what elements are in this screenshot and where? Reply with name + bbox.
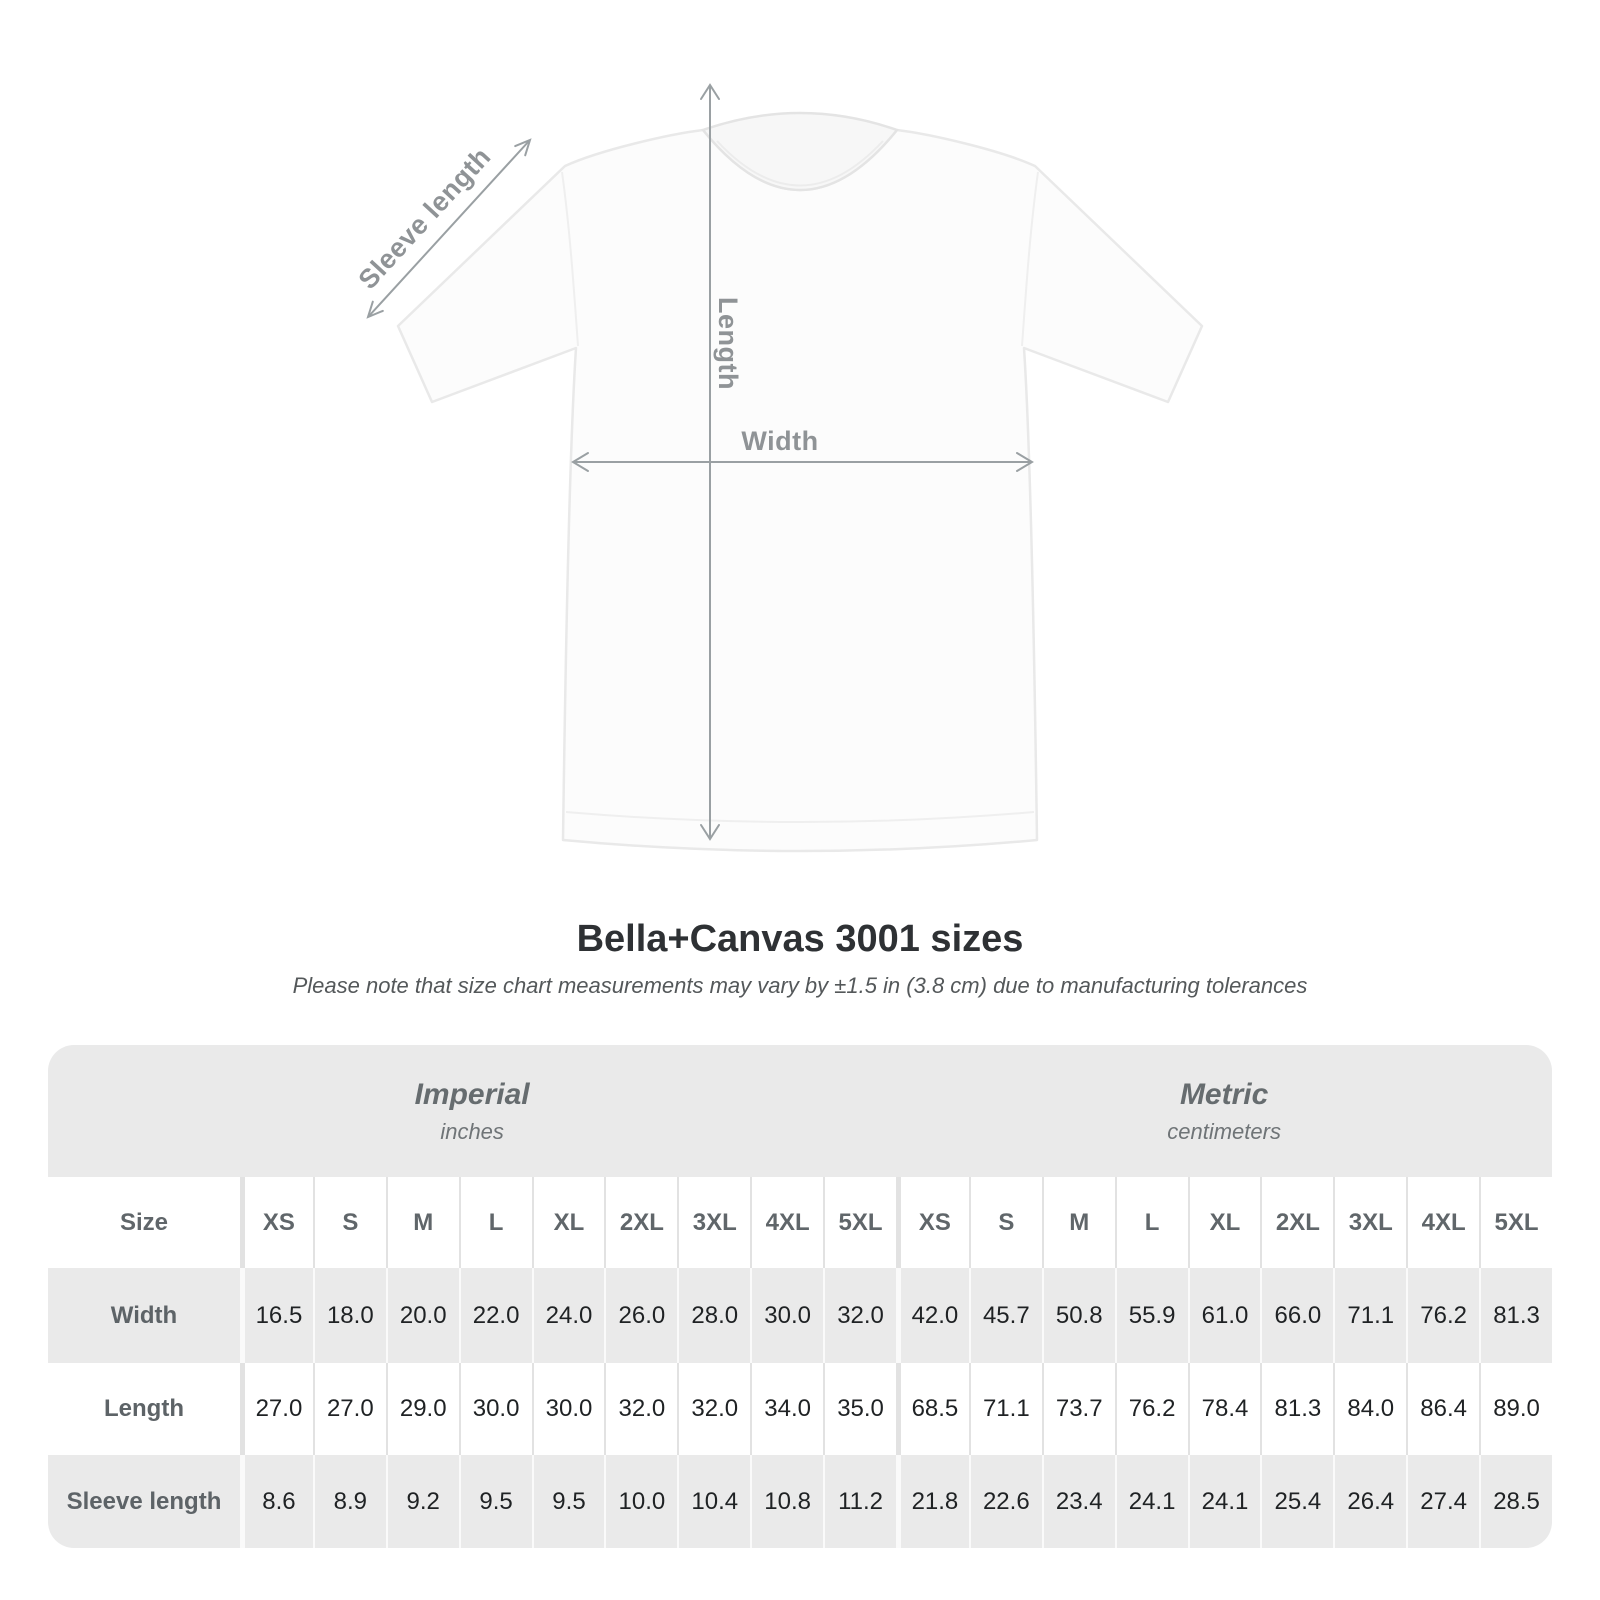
table-cell: 50.8 [1042, 1268, 1115, 1363]
table-cell: 24.1 [1115, 1455, 1188, 1548]
size-col-header: M [1042, 1177, 1115, 1268]
size-col-header: S [313, 1177, 386, 1268]
size-col-header: S [969, 1177, 1042, 1268]
table-cell: 42.0 [896, 1268, 969, 1363]
size-col-header: L [459, 1177, 532, 1268]
metric-label: Metric [1179, 1077, 1269, 1111]
table-cell: 71.1 [1333, 1268, 1406, 1363]
size-table [48, 1045, 1552, 1548]
table-cell: 81.3 [1260, 1363, 1333, 1455]
table-cell: 20.0 [386, 1268, 459, 1363]
row-label: Sleeve length [66, 1487, 222, 1515]
length-row [48, 1363, 1552, 1455]
size-header-row [48, 1177, 1552, 1268]
table-cell: 27.0 [313, 1363, 386, 1455]
table-cell: 30.0 [459, 1363, 532, 1455]
size-col-header: XS [240, 1177, 313, 1268]
size-col-header: 2XL [604, 1177, 677, 1268]
table-cell: 84.0 [1333, 1363, 1406, 1455]
table-cell: 55.9 [1115, 1268, 1188, 1363]
table-cell: 27.4 [1406, 1455, 1479, 1548]
table-cell: 22.0 [459, 1268, 532, 1363]
table-cell: 10.8 [750, 1455, 823, 1548]
size-col-header: L [1115, 1177, 1188, 1268]
row-label: Length [104, 1395, 184, 1422]
imperial-group-header [48, 1045, 896, 1177]
table-cell: 27.0 [240, 1363, 313, 1455]
size-col-header: XS [896, 1177, 969, 1268]
table-cell: 28.5 [1479, 1455, 1552, 1548]
table-cell: 76.2 [1406, 1268, 1479, 1363]
table-cell: 25.4 [1260, 1455, 1333, 1548]
sleeve-length-row [48, 1455, 1552, 1548]
size-col-header: XL [532, 1177, 605, 1268]
sleeve-length-label: Sleeve length [352, 141, 497, 295]
size-col-header: 3XL [1333, 1177, 1406, 1268]
tshirt-body-shape [398, 130, 1202, 851]
size-col-header: 4XL [1406, 1177, 1479, 1268]
table-cell: 76.2 [1115, 1363, 1188, 1455]
table-cell: 26.0 [604, 1268, 677, 1363]
table-cell: 24.1 [1188, 1455, 1261, 1548]
table-cell: 11.2 [823, 1455, 896, 1548]
width-label: Width [741, 426, 819, 456]
table-cell: 16.5 [240, 1268, 313, 1363]
table-cell: 81.3 [1479, 1268, 1552, 1363]
table-cell: 22.6 [969, 1455, 1042, 1548]
table-cell: 34.0 [750, 1363, 823, 1455]
unit-group-header-band [48, 1045, 1552, 1177]
table-cell: 86.4 [1406, 1363, 1479, 1455]
table-cell: 45.7 [969, 1268, 1042, 1363]
imperial-label: Imperial [414, 1077, 530, 1111]
width-row [48, 1268, 1552, 1363]
table-cell: 28.0 [677, 1268, 750, 1363]
size-column-header: Size [119, 1208, 169, 1236]
table-cell: 10.4 [677, 1455, 750, 1548]
size-col-header: 2XL [1260, 1177, 1333, 1268]
size-col-header: 4XL [750, 1177, 823, 1268]
size-col-header: 5XL [1479, 1177, 1552, 1268]
table-cell: 73.7 [1042, 1363, 1115, 1455]
table-cell: 35.0 [823, 1363, 896, 1455]
table-cell: 26.4 [1333, 1455, 1406, 1548]
metric-group-header [896, 1045, 1552, 1177]
table-cell: 23.4 [1042, 1455, 1115, 1548]
table-cell: 24.0 [532, 1268, 605, 1363]
page-title: Bella+Canvas 3001 sizes [576, 918, 1024, 960]
table-cell: 9.5 [459, 1455, 532, 1548]
metric-unit-label: centimeters [1167, 1118, 1281, 1144]
table-cell: 9.5 [532, 1455, 605, 1548]
table-cell: 68.5 [896, 1363, 969, 1455]
table-cell: 66.0 [1260, 1268, 1333, 1363]
table-cell: 32.0 [677, 1363, 750, 1455]
table-cell: 32.0 [604, 1363, 677, 1455]
imperial-unit-label: inches [440, 1118, 504, 1144]
table-cell: 8.6 [240, 1455, 313, 1548]
table-cell: 61.0 [1188, 1268, 1261, 1363]
table-cell: 89.0 [1479, 1363, 1552, 1455]
table-cell: 30.0 [750, 1268, 823, 1363]
tolerance-note: Please note that size chart measurements may vary by ±1.5 in (3.8 cm) due to manufacturing tolerances [292, 973, 1308, 998]
table-cell: 10.0 [604, 1455, 677, 1548]
table-cell: 30.0 [532, 1363, 605, 1455]
table-cell: 71.1 [969, 1363, 1042, 1455]
size-col-header: 3XL [677, 1177, 750, 1268]
row-label: Width [110, 1301, 178, 1329]
size-col-header: XL [1188, 1177, 1261, 1268]
table-cell: 78.4 [1188, 1363, 1261, 1455]
size-col-header: M [386, 1177, 459, 1268]
table-cell: 18.0 [313, 1268, 386, 1363]
table-cell: 29.0 [386, 1363, 459, 1455]
table-cell: 8.9 [313, 1455, 386, 1548]
table-cell: 21.8 [896, 1455, 969, 1548]
table-cell: 9.2 [386, 1455, 459, 1548]
length-label: Length [713, 297, 743, 390]
table-cell: 32.0 [823, 1268, 896, 1363]
size-col-header: 5XL [823, 1177, 896, 1268]
